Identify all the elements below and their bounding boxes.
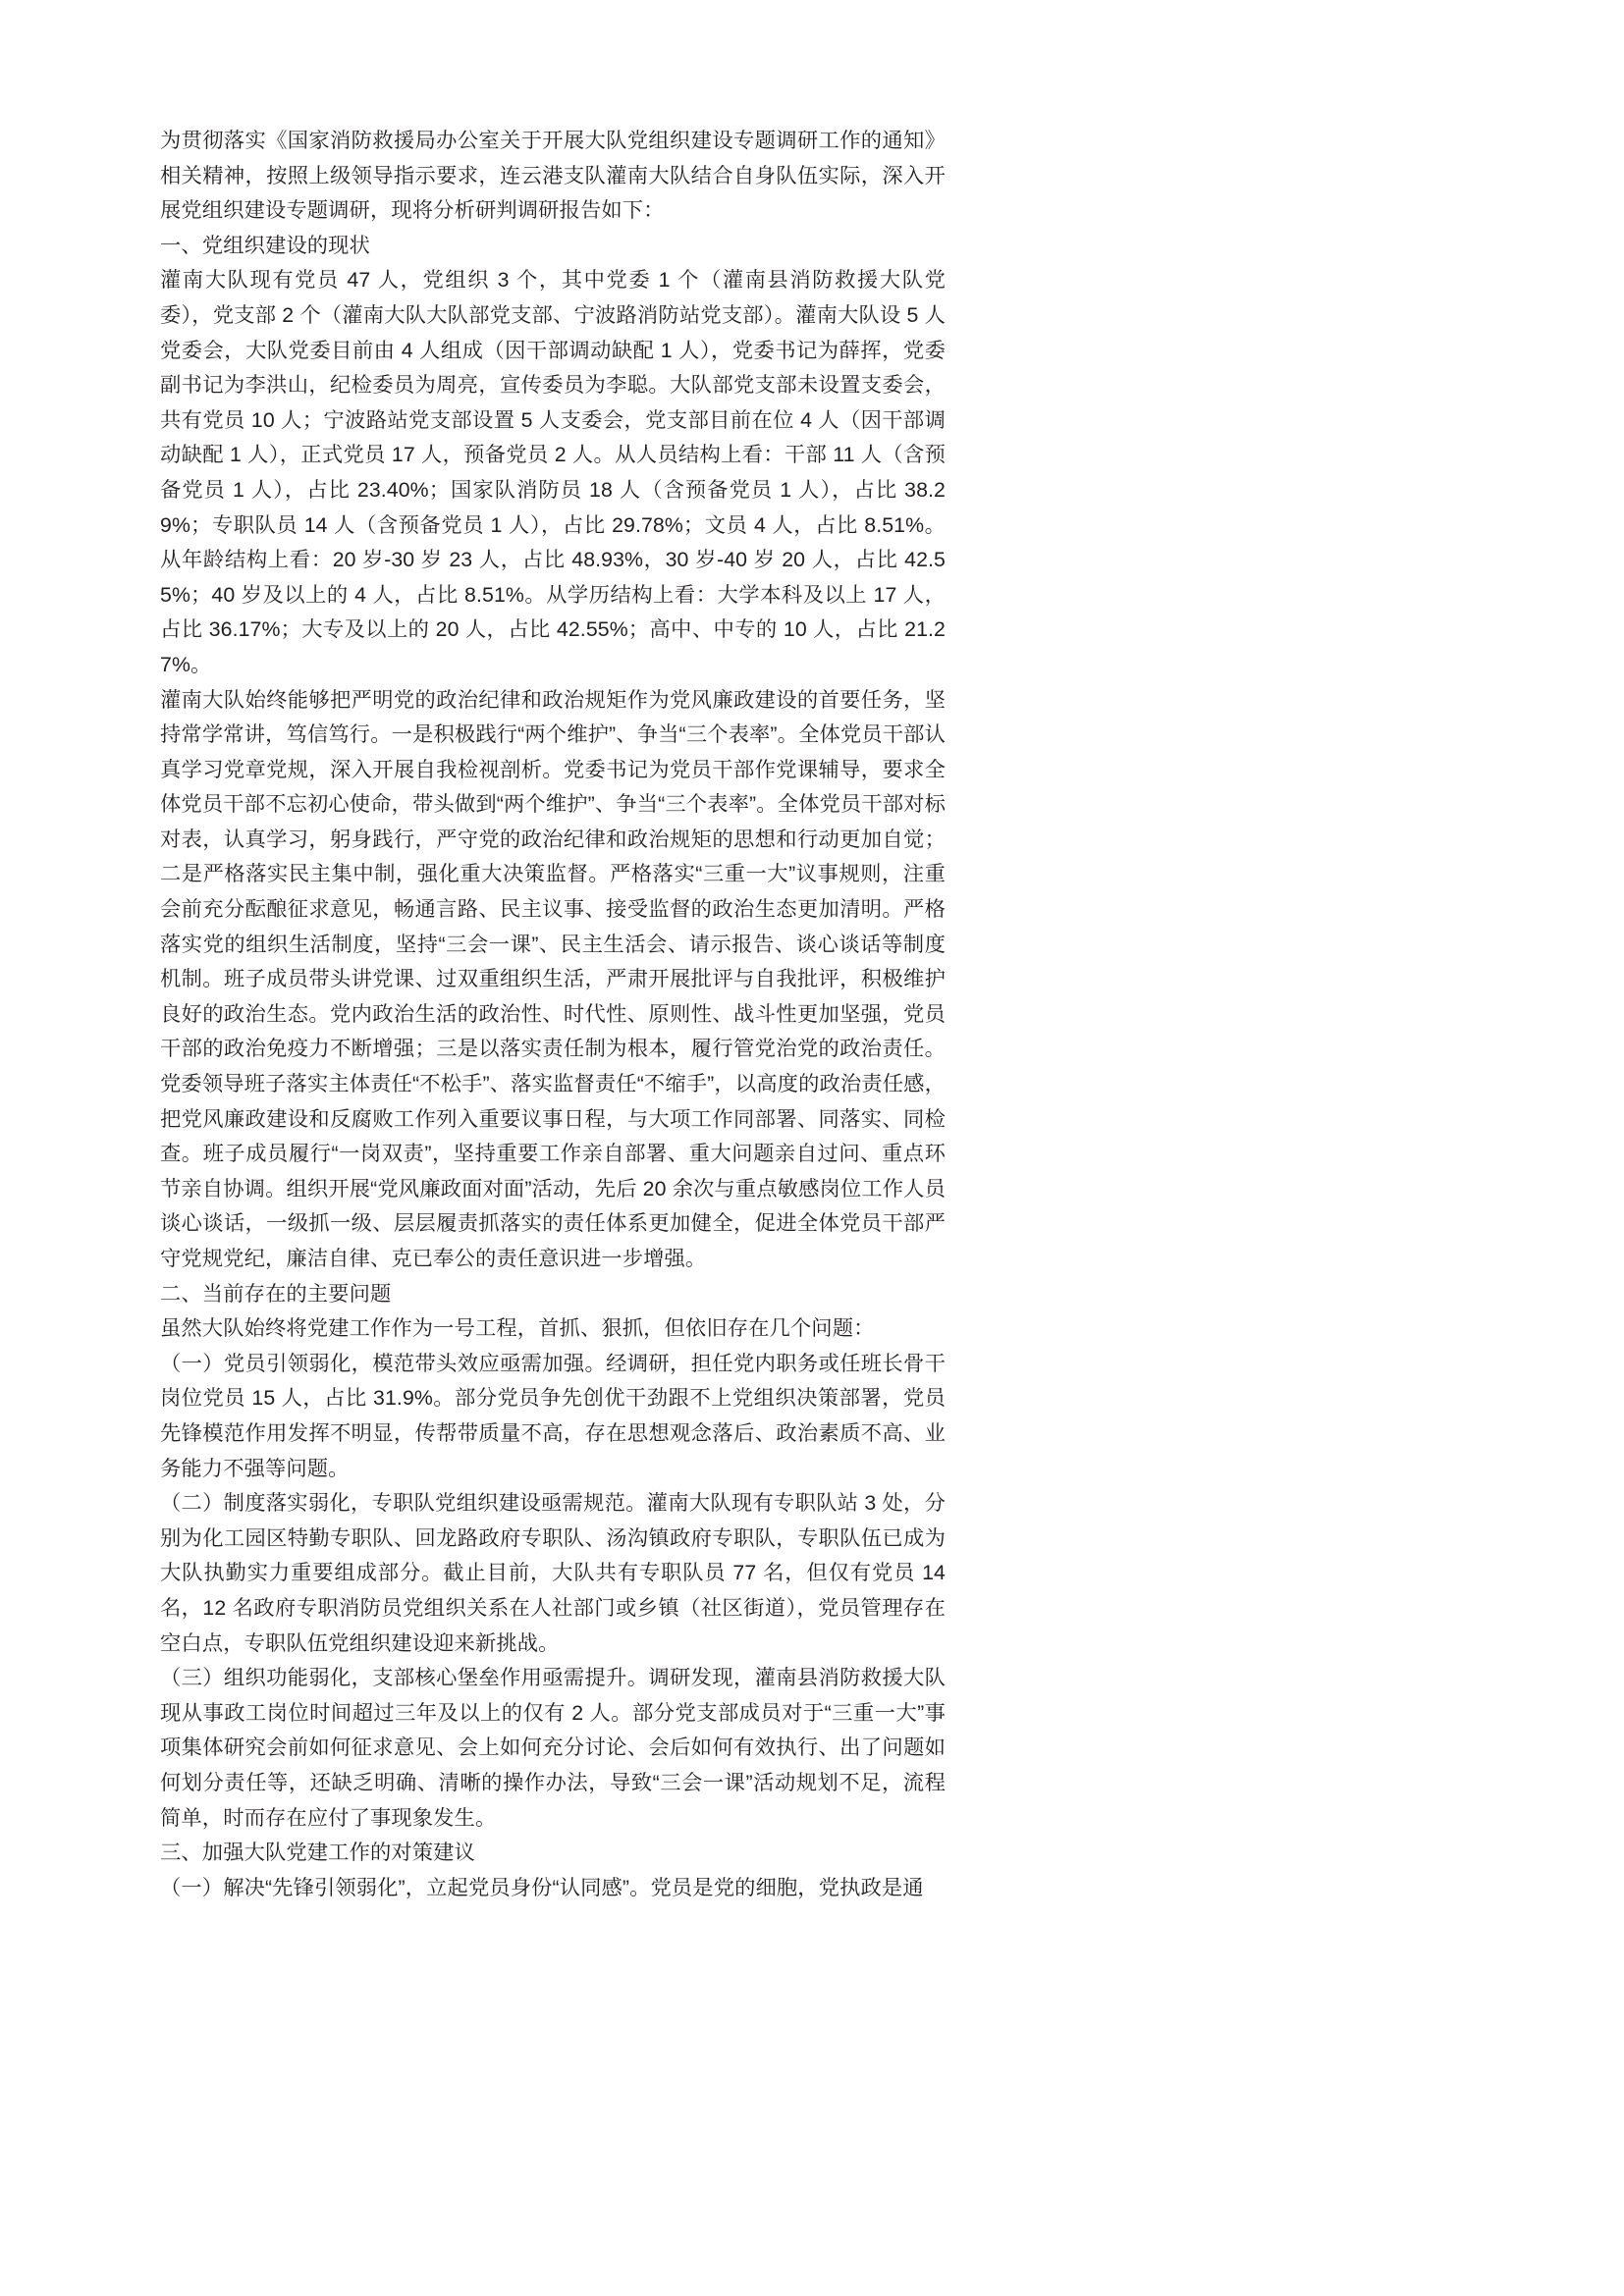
section-heading-one: 一、党组织建设的现状 — [160, 233, 370, 257]
paragraph-problem-one: （一）党员引领弱化，模范带头效应亟需加强。经调研，担任党内职务或任班长骨干岗位党员 15 人，占比 31.9%。部分党员争先创优干劲跟不上党组织决策部署，党员先锋模范作用发挥不明显，传帮带质量不高，存在思想观念落后、政治素质不高、业务能力不强等问题。 — [160, 1351, 946, 1480]
paragraph-current-status-stats: 灌南大队现有党员 47 人，党组织 3 个，其中党委 1 个（灌南县消防救援大队党委），党支部 2 个（灌南大队大队部党支部、宁波路消防站党支部）。灌南大队设 5 人党委会，大队党委目前由 4 人组成（因干部调动缺配 1 人），党委书记为薛挥，党委副书记为李洪山，纪检委员为周亮，宣传委员为李聪。大队部党支部未设置支委会，共有党员 10 人；宁波路站党支部设置 5 人支委会，党支部目前在位 4 人（因干部调动缺配 1 人），正式党员 17 人，预备党员 2 人。从人员结构上看：干部 11 人（含预备党员 1 人），占比 23.40%；国家队消防员 18 人（含预备党员 1 人），占比 38.29%；专职队员 14 人（含预备党员 1 人），占比 29.78%；文员 4 人，占比 8.51%。从年龄结构上看：20 岁-30 岁 23 人，占比 48.93%，30 岁-40 岁 20 人，占比 42.55%；40 岁及以上的 4 人，占比 8.51%。从学历结构上看：大学本科及以上 17 人，占比 36.17%；大专及以上的 20 人，占比 42.55%；高中、中专的 10 人，占比 21.27%。 — [160, 268, 946, 676]
paragraph-problems-intro: 虽然大队始终将党建工作作为一号工程，首抓、狠抓，但依旧存在几个问题： — [160, 1316, 875, 1341]
paragraph-intro: 为贯彻落实《国家消防救援局办公室关于开展大队党组织建设专题调研工作的通知》相关精神，按照上级领导指示要求，连云港支队灌南大队结合自身队伍实际，深入开展党组织建设专题调研，现将分析研判调研报告如下： — [160, 129, 946, 223]
paragraph-political-discipline: 灌南大队始终能够把严明党的政治纪律和政治规矩作为党风廉政建设的首要任务，坚持常学常讲，笃信笃行。一是积极践行“两个维护”、争当“三个表率”。全体党员干部认真学习党章党规，深入开展自我检视剖析。党委书记为党员干部作党课辅导，要求全体党员干部不忘初心使命，带头做到“两个维护”、争当“三个表率”。全体党员干部对标对表，认真学习，躬身践行，严守党的政治纪律和政治规矩的思想和行动更加自觉；二是严格落实民主集中制，强化重大决策监督。严格落实“三重一大”议事规则，注重会前充分酝酿征求意见，畅通言路、民主议事、接受监督的政治生态更加清明。严格落实党的组织生活制度，坚持“三会一课”、民主生活会、请示报告、谈心谈话等制度机制。班子成员带头讲党课、过双重组织生活，严肃开展批评与自我批评，积极维护良好的政治生态。党内政治生活的政治性、时代性、原则性、战斗性更加坚强，党员干部的政治免疫力不断增强；三是以落实责任制为根本，履行管党治党的政治责任。党委领导班子落实主体责任“不松手”、落实监督责任“不缩手”，以高度的政治责任感，把党风廉政建设和反腐败工作列入重要议事日程，与大项工作同部署、同落实、同检查。班子成员履行“一岗双责”，坚持重要工作亲自部署、重大问题亲自过问、重点环节亲自协调。组织开展“党风廉政面对面”活动，先后 20 余次与重点敏感岗位工作人员谈心谈话，一级抓一级、层层履责抓落实的责任体系更加健全，促进全体党员干部严守党规党纪，廉洁自律、克已奉公的责任意识进一步增强。 — [160, 687, 946, 1270]
paragraph-problem-three: （三）组织功能弱化，支部核心堡垒作用亟需提升。调研发现，灌南县消防救援大队现从事政工岗位时间超过三年及以上的仅有 2 人。部分党支部成员对于“三重一大”事项集体研究会前如何征求意见、会上如何充分讨论、会后如何有效执行、出了问题如何划分责任等，还缺乏明确、清晰的操作办法，导致“三会一课”活动规划不足，流程简单，时而存在应付了事现象发生。 — [160, 1666, 946, 1830]
paragraph-suggestion-one: （一）解决“先锋引领弱化”，立起党员身份“认同感”。党员是党的细胞，党执政是通 — [160, 1875, 924, 1899]
document-body — [160, 124, 946, 1905]
section-heading-two: 二、当前存在的主要问题 — [160, 1281, 392, 1306]
paragraph-problem-two: （二）制度落实弱化，专职队党组织建设亟需规范。灌南大队现有专职队站 3 处，分别为化工园区特勤专职队、回龙路政府专职队、汤沟镇政府专职队，专职队伍已成为大队执勤实力重要组成部分。截止目前，大队共有专职队员 77 名，但仅有党员 14 名，12 名政府专职消防员党组织关系在人社部门或乡镇（社区街道），党员管理存在空白点，专职队伍党组织建设迎来新挑战。 — [160, 1491, 946, 1655]
section-heading-three: 三、加强大队党建工作的对策建议 — [160, 1841, 475, 1865]
